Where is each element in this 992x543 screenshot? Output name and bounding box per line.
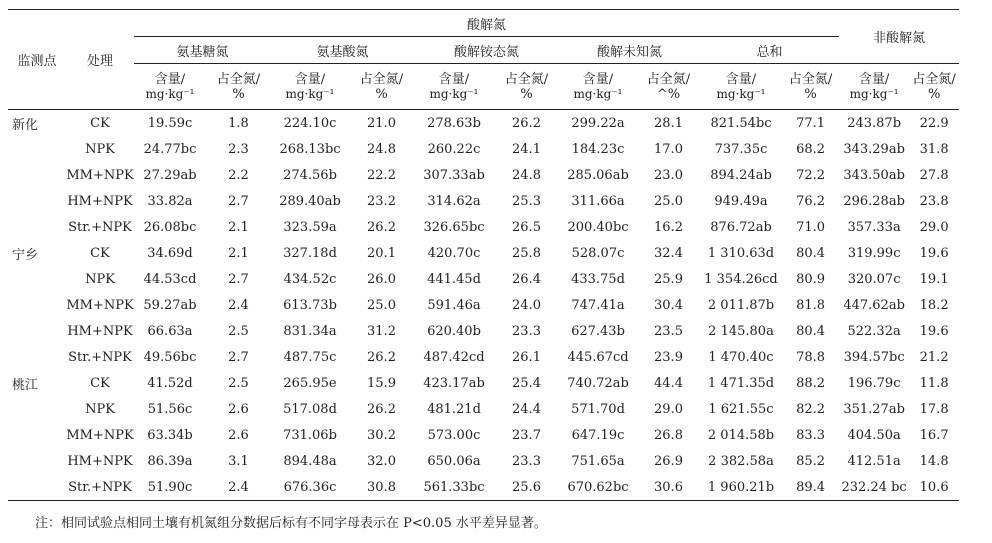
content-cell: 2 145.80a bbox=[708, 323, 774, 339]
site-cell bbox=[8, 318, 66, 344]
content-cell: 243.87b bbox=[847, 115, 902, 131]
percent-cell: 16.2 bbox=[654, 219, 683, 235]
content-cell: 86.39a bbox=[147, 453, 193, 469]
percent-cell: 80.9 bbox=[796, 271, 826, 287]
content-cell: 434.52c bbox=[283, 271, 337, 287]
content-cell: 2 382.58a bbox=[708, 453, 774, 469]
percent-cell: 78.8 bbox=[796, 349, 826, 365]
content-cell: 591.46a bbox=[427, 297, 481, 313]
content-cell: 184.23c bbox=[571, 141, 625, 157]
treatment-cell: CK bbox=[90, 115, 110, 131]
percent-cell: 26.5 bbox=[512, 219, 541, 235]
percent-cell: 20.1 bbox=[367, 245, 396, 261]
percent-cell: 85.2 bbox=[796, 453, 826, 469]
content-cell: 740.72ab bbox=[567, 375, 629, 391]
percent-cell: 25.9 bbox=[654, 271, 683, 287]
percent-cell: 32.0 bbox=[367, 453, 396, 469]
content-unit-header bbox=[271, 64, 349, 110]
percent-cell: 19.6 bbox=[919, 245, 949, 261]
treatment-cell: HM+NPK bbox=[67, 453, 133, 469]
content-cell: 751.65a bbox=[571, 453, 625, 469]
content-cell: 66.63a bbox=[147, 323, 193, 339]
percent-cell: 23.0 bbox=[654, 167, 683, 183]
percent-cell: 23.9 bbox=[654, 349, 683, 365]
site-cell: 桃江 bbox=[12, 377, 39, 393]
unit-value: mg·kg⁻¹ bbox=[285, 86, 335, 101]
content-cell: 351.27ab bbox=[843, 401, 905, 417]
treatment-cell: MM+NPK bbox=[66, 297, 134, 313]
table-row bbox=[8, 396, 959, 422]
content-cell: 571.70d bbox=[571, 401, 625, 417]
percent-cell: 24.8 bbox=[367, 141, 396, 157]
content-cell: 311.66a bbox=[571, 193, 625, 209]
site-cell bbox=[8, 474, 66, 501]
content-cell: 573.00c bbox=[427, 427, 481, 443]
content-cell: 627.43b bbox=[571, 323, 625, 339]
content-unit-header bbox=[559, 64, 637, 110]
percent-cell: 2.7 bbox=[228, 349, 249, 365]
percent-cell: 23.8 bbox=[919, 193, 949, 209]
percent-cell: 31.8 bbox=[919, 141, 949, 157]
percent-cell: 2.6 bbox=[228, 401, 249, 417]
table-note: 注：相同试验点相同土壤有机氮组分数据后标有不同字母表示在 P<0.05 水平差异显著。 bbox=[35, 516, 547, 531]
content-cell: 1 310.63d bbox=[707, 245, 775, 261]
content-cell: 59.27ab bbox=[143, 297, 197, 313]
percent-header bbox=[637, 64, 700, 110]
table-row bbox=[8, 214, 959, 240]
percent-cell: 82.2 bbox=[796, 401, 826, 417]
header-acid-group: 酸解氮 bbox=[134, 10, 839, 37]
percent-header bbox=[494, 64, 559, 110]
content-cell: 445.67cd bbox=[567, 349, 629, 365]
header-total: 总和 bbox=[700, 37, 839, 64]
content-cell: 296.28ab bbox=[843, 193, 905, 209]
site-cell bbox=[8, 396, 66, 422]
content-cell: 260.22c bbox=[427, 141, 481, 157]
content-cell: 320.07c bbox=[847, 271, 901, 287]
percent-cell: 23.5 bbox=[654, 323, 683, 339]
percent-label: 占全氮/ bbox=[646, 71, 691, 87]
percent-cell: 68.2 bbox=[796, 141, 826, 157]
content-cell: 423.17ab bbox=[423, 375, 485, 391]
content-cell: 307.33ab bbox=[423, 167, 485, 183]
percent-cell: 26.8 bbox=[654, 427, 683, 443]
unit-value: mg·kg⁻¹ bbox=[573, 86, 623, 101]
content-cell: 731.06b bbox=[283, 427, 337, 443]
content-cell: 268.13bc bbox=[279, 141, 341, 157]
percent-cell: 80.4 bbox=[796, 323, 826, 339]
content-cell: 314.62a bbox=[427, 193, 481, 209]
content-cell: 41.52d bbox=[147, 375, 193, 391]
percent-unit: ^% bbox=[656, 86, 681, 102]
table-row bbox=[8, 370, 959, 396]
percent-unit: % bbox=[927, 86, 941, 102]
percent-cell: 26.9 bbox=[654, 453, 683, 469]
percent-cell: 17.0 bbox=[654, 141, 683, 157]
percent-cell: 11.8 bbox=[919, 375, 949, 391]
content-cell: 481.21d bbox=[427, 401, 481, 417]
percent-cell: 26.2 bbox=[367, 219, 396, 235]
percent-header bbox=[206, 64, 271, 110]
nitrogen-table bbox=[8, 9, 959, 501]
percent-cell: 3.1 bbox=[228, 453, 249, 469]
percent-unit: % bbox=[375, 86, 388, 102]
content-cell: 285.06ab bbox=[567, 167, 629, 183]
table-row bbox=[8, 474, 959, 501]
content-cell: 19.59c bbox=[147, 115, 193, 131]
percent-header bbox=[909, 64, 959, 110]
treatment-cell: HM+NPK bbox=[67, 323, 133, 339]
percent-unit: % bbox=[804, 86, 817, 102]
percent-cell: 24.4 bbox=[512, 401, 541, 417]
header-amino-acid: 氨基酸氮 bbox=[271, 37, 414, 64]
percent-cell: 2.7 bbox=[228, 271, 249, 287]
content-cell: 278.63b bbox=[427, 115, 481, 131]
content-cell: 620.40b bbox=[427, 323, 481, 339]
site-cell bbox=[8, 214, 66, 240]
percent-cell: 2.1 bbox=[228, 219, 249, 235]
content-cell: 1 470.40c bbox=[708, 349, 774, 365]
treatment-cell: Str.+NPK bbox=[66, 474, 134, 501]
content-cell: 319.99c bbox=[847, 245, 901, 261]
content-cell: 343.29ab bbox=[843, 141, 905, 157]
percent-cell: 27.8 bbox=[919, 167, 949, 183]
percent-cell: 2.5 bbox=[228, 375, 249, 391]
percent-cell: 29.0 bbox=[654, 401, 683, 417]
content-cell: 894.24ab bbox=[710, 167, 772, 183]
percent-cell: 1.8 bbox=[228, 115, 249, 131]
content-cell: 487.75c bbox=[283, 349, 337, 365]
content-cell: 613.73b bbox=[283, 297, 337, 313]
percent-cell: 23.2 bbox=[367, 193, 396, 209]
content-cell: 831.34a bbox=[283, 323, 337, 339]
treatment-cell: CK bbox=[90, 375, 110, 391]
treatment-cell: HM+NPK bbox=[67, 193, 133, 209]
percent-cell: 25.0 bbox=[654, 193, 683, 209]
content-cell: 670.62bc bbox=[559, 474, 637, 501]
table-row bbox=[8, 110, 959, 137]
percent-cell: 30.2 bbox=[367, 427, 396, 443]
content-cell: 1 354.26cd bbox=[704, 271, 778, 287]
percent-cell: 19.1 bbox=[919, 271, 949, 287]
table-row bbox=[8, 188, 959, 214]
percent-cell: 80.4 bbox=[796, 245, 826, 261]
percent-label: 占全氮/ bbox=[216, 71, 261, 87]
percent-cell: 25.8 bbox=[512, 245, 541, 261]
percent-cell: 2.2 bbox=[228, 167, 249, 183]
percent-cell: 26.2 bbox=[367, 401, 396, 417]
header-amino-sugar: 氨基糖氮 bbox=[134, 37, 271, 64]
content-cell: 412.51a bbox=[847, 453, 901, 469]
percent-cell: 81.8 bbox=[796, 297, 826, 313]
content-cell: 299.22a bbox=[571, 115, 625, 131]
content-cell: 433.75d bbox=[571, 271, 625, 287]
percent-cell: 26.2 bbox=[512, 115, 541, 131]
content-cell: 561.33bc bbox=[414, 474, 494, 501]
content-cell: 394.57bc bbox=[843, 349, 905, 365]
content-cell: 949.49a bbox=[714, 193, 768, 209]
content-cell: 647.19c bbox=[571, 427, 625, 443]
site-cell bbox=[8, 136, 66, 162]
table-row bbox=[8, 448, 959, 474]
content-cell: 528.07c bbox=[571, 245, 625, 261]
percent-cell: 29.0 bbox=[919, 219, 949, 235]
percent-cell: 24.0 bbox=[512, 297, 541, 313]
content-cell: 517.08d bbox=[283, 401, 337, 417]
unit-label: 含量/ bbox=[725, 71, 757, 87]
content-cell: 44.53cd bbox=[143, 271, 197, 287]
percent-cell: 2.7 bbox=[228, 193, 249, 209]
content-cell: 1 621.55c bbox=[708, 401, 774, 417]
treatment-cell: MM+NPK bbox=[66, 167, 134, 183]
content-cell: 51.90c bbox=[134, 474, 206, 501]
content-unit-header bbox=[414, 64, 494, 110]
site-cell: 宁乡 bbox=[12, 247, 39, 263]
treatment-cell: Str.+NPK bbox=[68, 349, 132, 365]
site-cell bbox=[8, 422, 66, 448]
site-cell bbox=[8, 292, 66, 318]
content-cell: 343.50ab bbox=[843, 167, 905, 183]
content-cell: 2 014.58b bbox=[707, 427, 775, 443]
percent-cell: 2.6 bbox=[228, 427, 249, 443]
content-cell: 323.59a bbox=[283, 219, 337, 235]
unit-value: mg·kg⁻¹ bbox=[429, 86, 479, 101]
percent-cell: 88.2 bbox=[796, 375, 826, 391]
content-unit-header bbox=[134, 64, 206, 110]
treatment-cell: NPK bbox=[85, 141, 115, 157]
content-cell: 326.65bc bbox=[423, 219, 485, 235]
percent-cell: 26.0 bbox=[367, 271, 396, 287]
percent-header bbox=[349, 64, 414, 110]
content-cell: 51.56c bbox=[147, 401, 193, 417]
percent-label: 占全氮/ bbox=[359, 71, 404, 87]
unit-label: 含量/ bbox=[438, 71, 470, 87]
percent-cell: 30.4 bbox=[654, 297, 683, 313]
content-cell: 737.35c bbox=[714, 141, 768, 157]
content-cell: 821.54bc bbox=[710, 115, 772, 131]
content-cell: 650.06a bbox=[427, 453, 481, 469]
percent-cell: 71.0 bbox=[796, 219, 826, 235]
content-cell: 63.34b bbox=[147, 427, 193, 443]
unit-label: 含量/ bbox=[858, 71, 890, 87]
content-cell: 404.50a bbox=[847, 427, 901, 443]
percent-cell: 44.4 bbox=[654, 375, 683, 391]
percent-cell: 10.6 bbox=[909, 474, 959, 501]
percent-cell: 23.7 bbox=[512, 427, 541, 443]
treatment-cell: NPK bbox=[85, 271, 115, 287]
percent-cell: 15.9 bbox=[367, 375, 396, 391]
percent-cell: 21.2 bbox=[919, 349, 949, 365]
content-cell: 34.69d bbox=[147, 245, 193, 261]
treatment-cell: Str.+NPK bbox=[68, 219, 132, 235]
table-row bbox=[8, 162, 959, 188]
table-row bbox=[8, 292, 959, 318]
treatment-cell: MM+NPK bbox=[66, 427, 134, 443]
percent-cell: 25.4 bbox=[512, 375, 541, 391]
header-unknown: 酸解未知氮 bbox=[559, 37, 700, 64]
content-cell: 522.32a bbox=[847, 323, 901, 339]
content-cell: 1 471.35d bbox=[707, 375, 775, 391]
percent-cell: 30.6 bbox=[637, 474, 700, 501]
percent-cell: 23.3 bbox=[512, 323, 541, 339]
percent-unit: % bbox=[232, 86, 245, 102]
content-cell: 327.18d bbox=[283, 245, 337, 261]
percent-cell: 18.2 bbox=[919, 297, 949, 313]
site-cell bbox=[8, 188, 66, 214]
table-row bbox=[8, 422, 959, 448]
percent-cell: 2.3 bbox=[228, 141, 249, 157]
percent-cell: 2.5 bbox=[228, 323, 249, 339]
header-nonacid: 非酸解氮 bbox=[839, 10, 959, 64]
content-cell: 447.62ab bbox=[843, 297, 905, 313]
content-cell: 27.29ab bbox=[143, 167, 197, 183]
unit-value: mg·kg⁻¹ bbox=[849, 86, 899, 101]
percent-cell: 22.9 bbox=[919, 115, 949, 131]
percent-cell: 31.2 bbox=[367, 323, 396, 339]
site-cell bbox=[8, 266, 66, 292]
unit-value: mg·kg⁻¹ bbox=[716, 86, 766, 101]
treatment-cell: NPK bbox=[85, 401, 115, 417]
unit-label: 含量/ bbox=[294, 71, 326, 87]
unit-value: mg·kg⁻¹ bbox=[145, 86, 195, 101]
percent-cell: 19.6 bbox=[919, 323, 949, 339]
content-cell: 49.56bc bbox=[143, 349, 197, 365]
treatment-cell: CK bbox=[90, 245, 110, 261]
percent-cell: 25.6 bbox=[494, 474, 559, 501]
content-cell: 224.10c bbox=[283, 115, 337, 131]
header-treatment: 处理 bbox=[66, 10, 134, 110]
percent-cell: 26.2 bbox=[367, 349, 396, 365]
table-row bbox=[8, 240, 959, 266]
content-cell: 265.95e bbox=[283, 375, 337, 391]
header-site: 监测点 bbox=[8, 10, 66, 110]
percent-cell: 89.4 bbox=[782, 474, 839, 501]
percent-cell: 22.2 bbox=[367, 167, 396, 183]
content-cell: 676.36c bbox=[271, 474, 349, 501]
percent-cell: 2.4 bbox=[206, 474, 271, 501]
content-unit-header bbox=[700, 64, 782, 110]
percent-cell: 23.3 bbox=[512, 453, 541, 469]
content-cell: 357.33a bbox=[847, 219, 901, 235]
percent-cell: 26.4 bbox=[512, 271, 541, 287]
percent-cell: 76.2 bbox=[796, 193, 826, 209]
percent-cell: 17.8 bbox=[919, 401, 949, 417]
content-cell: 487.42cd bbox=[423, 349, 485, 365]
unit-label: 含量/ bbox=[154, 71, 186, 87]
percent-cell: 24.1 bbox=[512, 141, 541, 157]
percent-label: 占全氮/ bbox=[788, 71, 833, 87]
content-cell: 26.08bc bbox=[143, 219, 197, 235]
content-cell: 747.41a bbox=[571, 297, 625, 313]
table-row bbox=[8, 266, 959, 292]
percent-cell: 72.2 bbox=[796, 167, 826, 183]
content-cell: 196.79c bbox=[847, 375, 901, 391]
content-cell: 876.72ab bbox=[710, 219, 772, 235]
content-cell: 274.56b bbox=[283, 167, 337, 183]
table-row bbox=[8, 344, 959, 370]
site-cell: 新化 bbox=[12, 117, 39, 133]
content-cell: 1 960.21b bbox=[700, 474, 782, 501]
percent-cell: 16.7 bbox=[919, 427, 949, 443]
percent-cell: 25.0 bbox=[367, 297, 396, 313]
percent-cell: 32.4 bbox=[654, 245, 683, 261]
site-cell bbox=[8, 448, 66, 474]
percent-label: 占全氮/ bbox=[912, 71, 956, 87]
percent-cell: 24.8 bbox=[512, 167, 541, 183]
percent-label: 占全氮/ bbox=[504, 71, 549, 87]
content-cell: 894.48a bbox=[283, 453, 337, 469]
content-cell: 200.40bc bbox=[567, 219, 629, 235]
percent-cell: 2.4 bbox=[228, 297, 249, 313]
percent-cell: 14.8 bbox=[919, 453, 949, 469]
percent-cell: 30.8 bbox=[349, 474, 414, 501]
content-cell: 33.82a bbox=[147, 193, 193, 209]
table-row bbox=[8, 318, 959, 344]
site-cell bbox=[8, 162, 66, 188]
content-cell: 232.24 bc bbox=[839, 474, 909, 501]
percent-cell: 28.1 bbox=[654, 115, 683, 131]
header-ammonium: 酸解铵态氮 bbox=[414, 37, 559, 64]
percent-header bbox=[782, 64, 839, 110]
content-cell: 2 011.87b bbox=[707, 297, 775, 313]
unit-label: 含量/ bbox=[582, 71, 614, 87]
site-cell bbox=[8, 344, 66, 370]
content-cell: 24.77bc bbox=[143, 141, 197, 157]
content-unit-header bbox=[839, 64, 909, 110]
table-row bbox=[8, 136, 959, 162]
percent-cell: 83.3 bbox=[796, 427, 826, 443]
percent-cell: 2.1 bbox=[228, 245, 249, 261]
content-cell: 289.40ab bbox=[279, 193, 341, 209]
content-cell: 441.45d bbox=[427, 271, 481, 287]
percent-cell: 21.0 bbox=[367, 115, 396, 131]
percent-cell: 77.1 bbox=[796, 115, 826, 131]
content-cell: 420.70c bbox=[427, 245, 481, 261]
percent-cell: 26.1 bbox=[512, 349, 541, 365]
percent-cell: 25.3 bbox=[512, 193, 541, 209]
percent-unit: % bbox=[520, 86, 533, 102]
